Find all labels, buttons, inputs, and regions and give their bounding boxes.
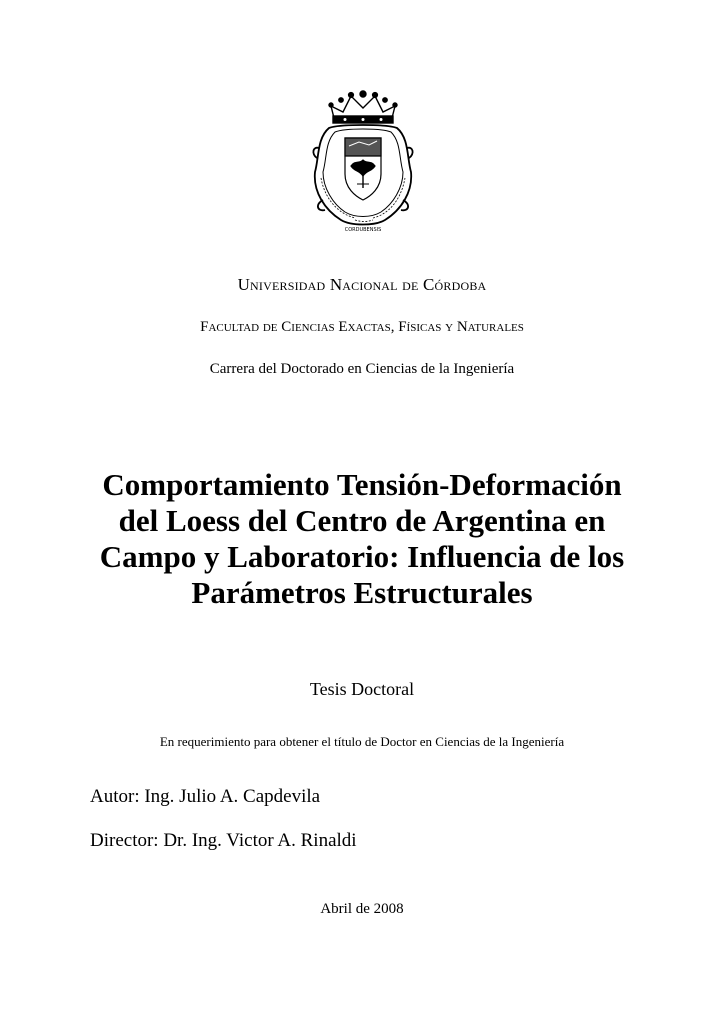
thesis-title-line: Comportamiento Tensión-Deformación [102,467,622,502]
thesis-title-line: Campo y Laboratorio: Influencia de los [99,539,625,574]
thesis-title-line: Parámetros Estructurales [191,575,533,610]
author-line: Autor: Ing. Julio A. Capdevila [90,786,321,807]
degree-requirement: En requerimiento para obtener el título de Doctor en Ciencias de la Ingeniería [159,734,565,749]
shield-icon [345,138,381,200]
crown-icon [329,91,397,123]
thesis-title [60,467,664,611]
career-name: Carrera del Doctorado en Ciencias de la Ingeniería [209,361,515,377]
director-line: Director: Dr. Ing. Victor A. Rinaldi [90,830,357,851]
submission-date: Abril de 2008 [320,901,404,917]
seal-ring-bottom-text: CORDUBENSIS [344,227,382,233]
faculty-name: Facultad de Ciencias Exactas, Físicas y Naturales [200,319,524,335]
university-name: Universidad Nacional de Córdoba [237,275,487,294]
thesis-type: Tesis Doctoral [309,679,415,699]
university-seal [311,88,415,234]
thesis-title-line: del Loess del Centro de Argentina en [118,503,606,538]
